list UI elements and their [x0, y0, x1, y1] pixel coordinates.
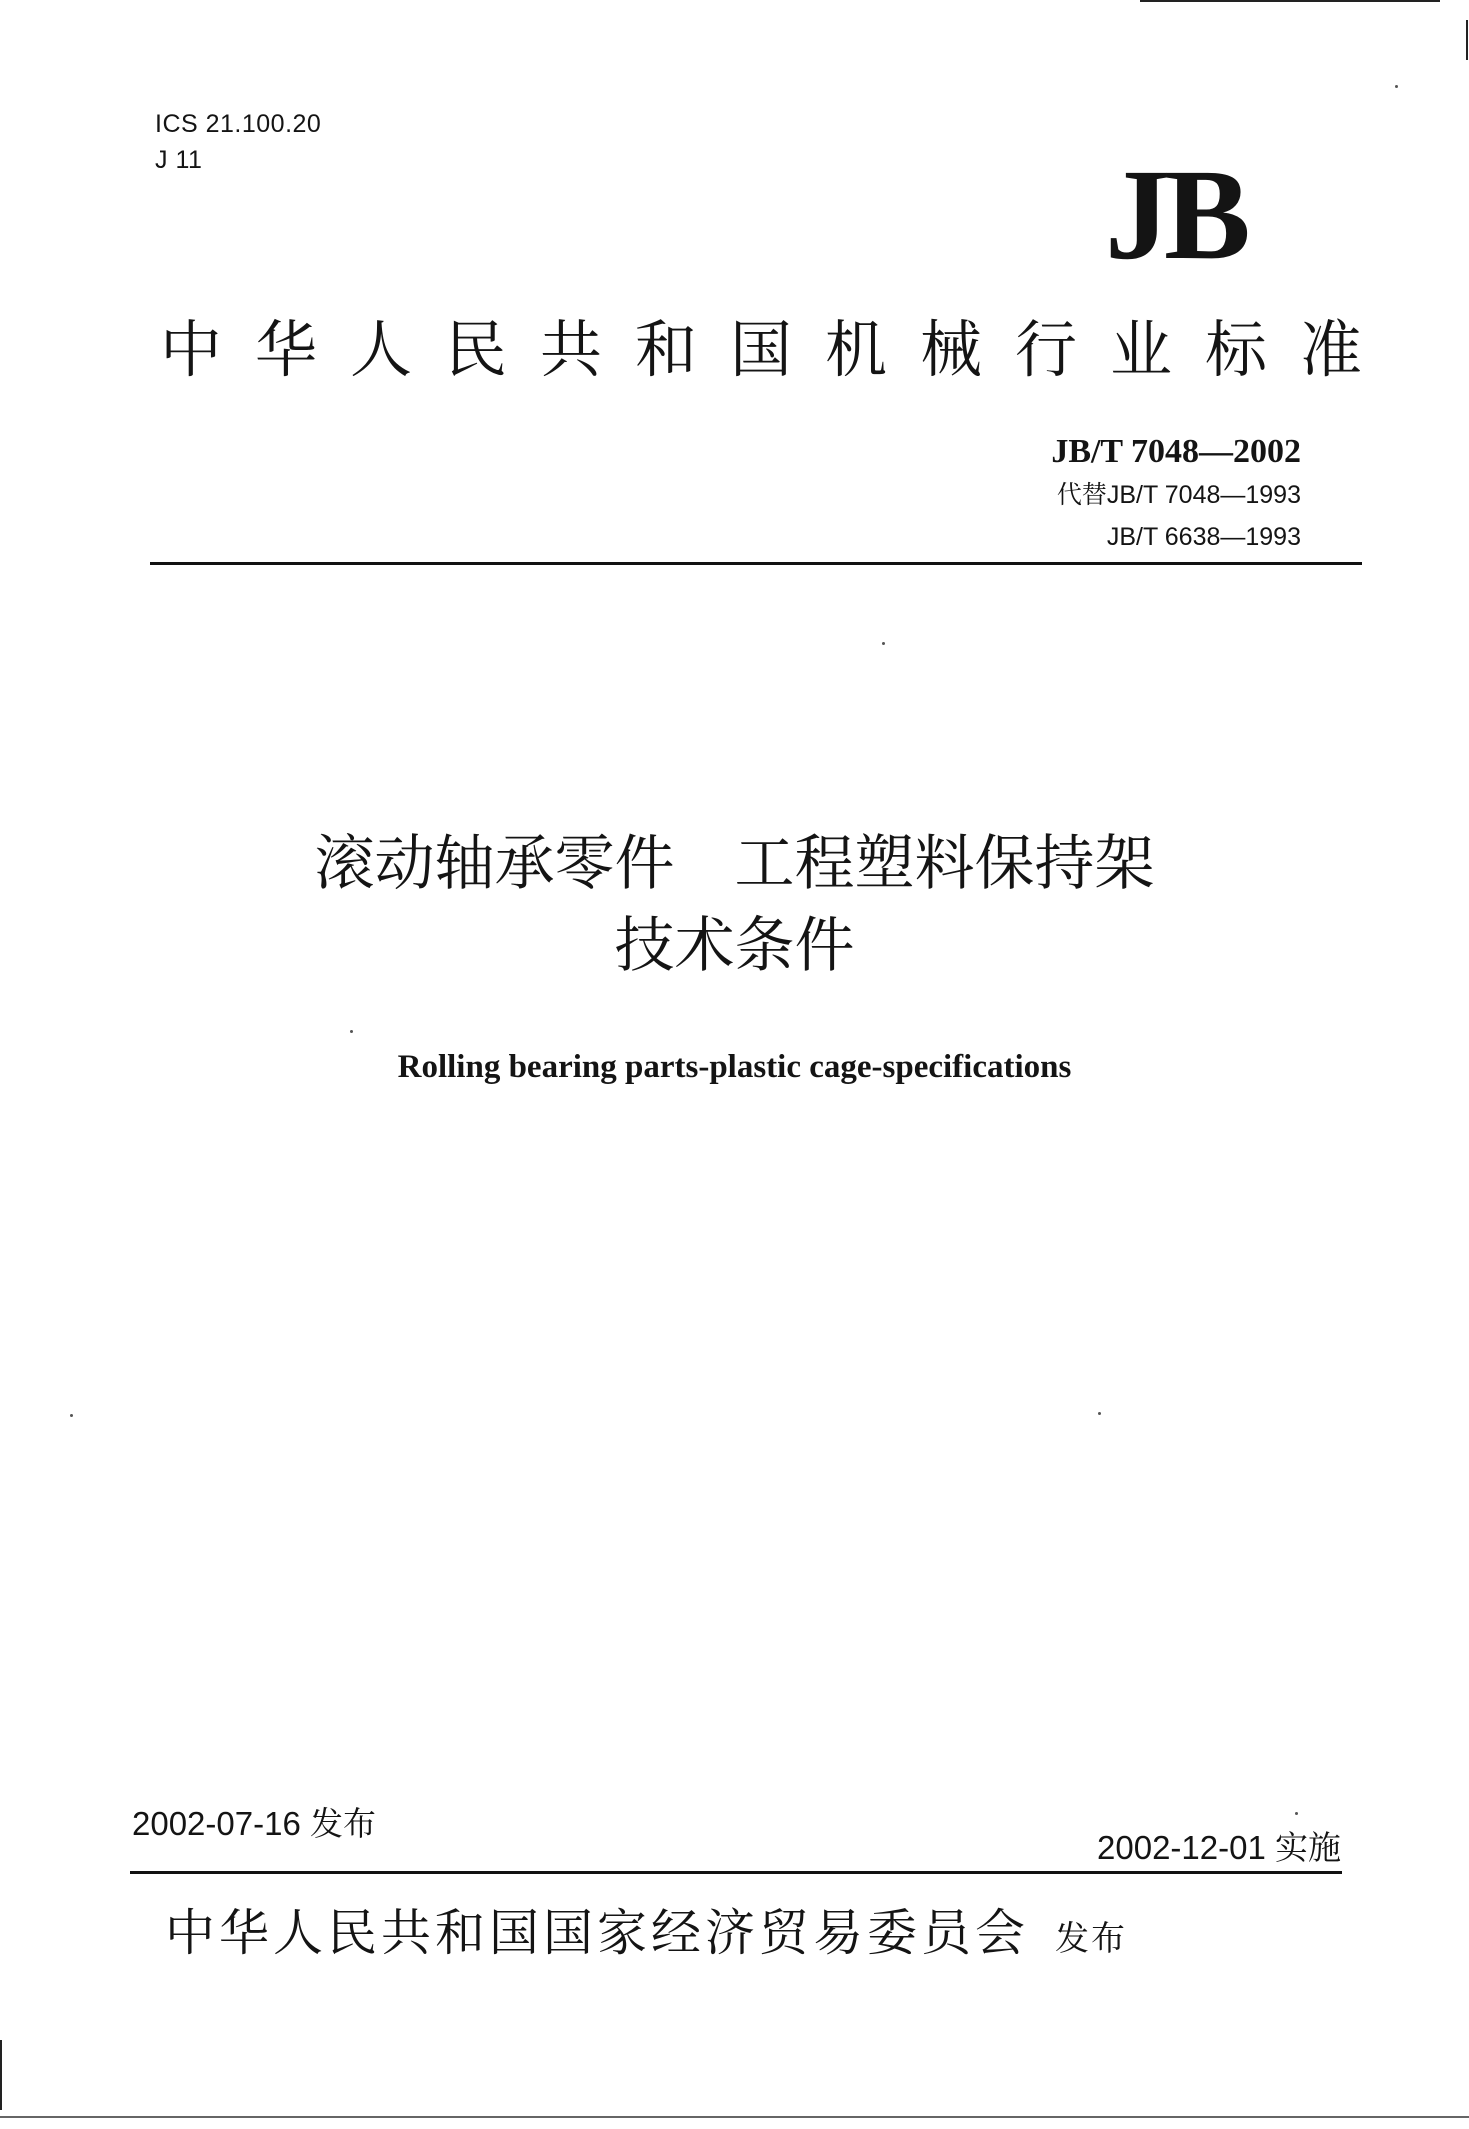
- standard-category-title: 中华人民共和国机械行业标准: [160, 313, 1396, 386]
- scan-edge-line-right: [1466, 20, 1468, 60]
- title-cn-line1: [0, 823, 1469, 905]
- jb-logo: JB: [1105, 143, 1245, 287]
- scan-edge-line-left: [0, 2040, 2, 2110]
- scan-speck: [70, 1414, 73, 1417]
- title-cn-part2: 工程塑料保持架: [734, 829, 1155, 899]
- issue-date: 2002-07-16 发布: [132, 1805, 376, 1842]
- scan-speck: [1395, 85, 1398, 88]
- scan-edge-line-top: [1140, 0, 1440, 2]
- ics-code: ICS 21.100.20: [155, 110, 322, 138]
- issuing-authority: [165, 1898, 1127, 1974]
- scan-speck: [1098, 1412, 1101, 1415]
- effective-date: 2002-12-01 实施: [1097, 1829, 1341, 1866]
- scan-speck: [1295, 1812, 1298, 1815]
- replaces-standard-1: 代替JB/T 7048—1993: [1056, 481, 1301, 509]
- classification-code: J 11: [155, 146, 203, 174]
- issuer-name: 中华人民共和国国家经济贸易委员会: [165, 1904, 1029, 1962]
- standard-number-block: [1051, 430, 1301, 558]
- title-cn-part1: 滚动轴承零件: [314, 829, 675, 899]
- scan-speck: [350, 1030, 353, 1033]
- title-cn-line2: 技术条件: [614, 911, 855, 981]
- standard-number: JB/T 7048—2002: [1051, 433, 1301, 470]
- document-title-en: Rolling bearing parts-plastic cage-specifications: [397, 1049, 1072, 1085]
- footer-divider: [130, 1871, 1342, 1874]
- document-title-cn: [0, 823, 1469, 987]
- replaces-standard-2: JB/T 6638—1993: [1106, 523, 1301, 551]
- issuer-suffix: 发布: [1055, 1919, 1127, 1959]
- header-divider: [150, 562, 1362, 565]
- classification-block: [155, 106, 321, 178]
- scan-speck: [882, 642, 885, 645]
- scan-edge-line-bottom: [0, 2116, 1469, 2118]
